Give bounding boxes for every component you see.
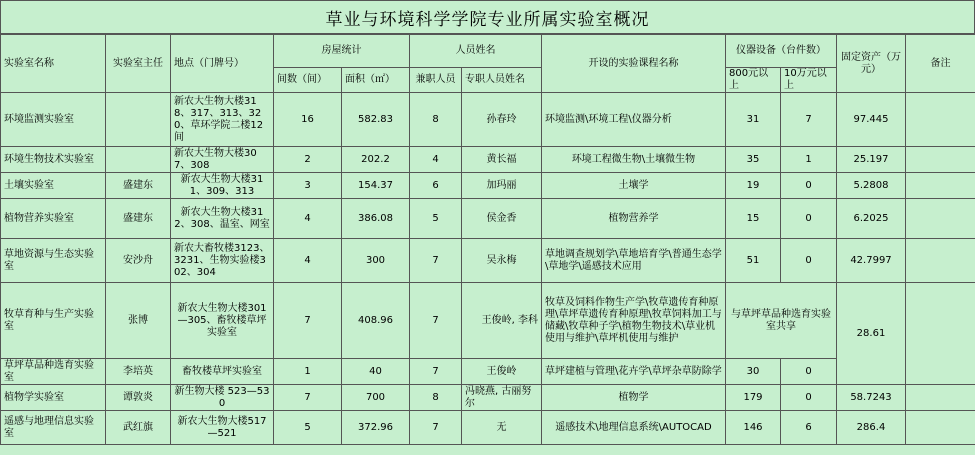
cell-over-100k[interactable]: 0 <box>781 173 837 199</box>
cell-lab-name[interactable]: 土壤实验室 <box>1 173 106 199</box>
cell-part-time[interactable]: 8 <box>410 93 462 147</box>
header-remarks: 备注 <box>906 35 975 93</box>
cell-location[interactable]: 畜牧楼草坪实验室 <box>171 359 274 385</box>
cell-remarks[interactable] <box>906 411 975 445</box>
cell-remarks[interactable] <box>906 199 975 239</box>
header-courses: 开设的实验课程名称 <box>542 35 726 93</box>
cell-assets[interactable]: 25.197 <box>837 147 906 173</box>
cell-remarks[interactable] <box>906 283 975 385</box>
cell-assets[interactable]: 6.2025 <box>837 199 906 239</box>
cell-part-time[interactable]: 7 <box>410 239 462 283</box>
cell-over-100k[interactable]: 6 <box>781 411 837 445</box>
cell-assets[interactable]: 58.7243 <box>837 385 906 411</box>
cell-part-time[interactable]: 5 <box>410 199 462 239</box>
cell-director[interactable]: 盛建东 <box>106 199 171 239</box>
cell-over-100k[interactable]: 1 <box>781 147 837 173</box>
cell-full-time[interactable]: 王俊岭, 李科 <box>462 283 542 359</box>
cell-lab-name[interactable]: 草坪草品种选育实验室 <box>1 359 106 385</box>
cell-over-800[interactable]: 35 <box>726 147 781 173</box>
cell-over-800[interactable]: 19 <box>726 173 781 199</box>
cell-part-time[interactable]: 6 <box>410 173 462 199</box>
cell-full-time[interactable]: 无 <box>462 411 542 445</box>
cell-courses[interactable]: 草地调查规划学\草地培育学\普通生态学\草地学\遥感技术应用 <box>542 239 726 283</box>
header-equipment: 仪器设备（台件数） <box>726 35 837 68</box>
cell-courses[interactable]: 植物学 <box>542 385 726 411</box>
cell-rooms[interactable]: 1 <box>274 359 342 385</box>
cell-full-time[interactable]: 黄长福 <box>462 147 542 173</box>
cell-over-100k[interactable]: 7 <box>781 93 837 147</box>
header-area: 面积（㎡） <box>342 68 410 93</box>
cell-rooms[interactable]: 5 <box>274 411 342 445</box>
cell-remarks[interactable] <box>906 385 975 411</box>
cell-area[interactable]: 202.2 <box>342 147 410 173</box>
cell-courses[interactable]: 环境监测\环境工程\仪器分析 <box>542 93 726 147</box>
cell-over-100k[interactable]: 0 <box>781 239 837 283</box>
cell-area[interactable]: 40 <box>342 359 410 385</box>
cell-rooms[interactable]: 7 <box>274 283 342 359</box>
cell-part-time[interactable]: 4 <box>410 147 462 173</box>
table-row <box>1 173 975 199</box>
cell-lab-name[interactable]: 环境生物技术实验室 <box>1 147 106 173</box>
cell-area[interactable]: 372.96 <box>342 411 410 445</box>
cell-location[interactable]: 新生物大楼 523—530 <box>171 385 274 411</box>
sheet-title: 草业与环境科学学院专业所属实验室概况 <box>0 0 975 34</box>
cell-assets[interactable]: 42.7997 <box>837 239 906 283</box>
cell-remarks[interactable] <box>906 93 975 147</box>
table-row <box>1 359 975 385</box>
cell-area[interactable]: 386.08 <box>342 199 410 239</box>
cell-lab-name[interactable]: 植物学实验室 <box>1 385 106 411</box>
cell-assets[interactable]: 97.445 <box>837 93 906 147</box>
cell-full-time[interactable]: 吴永梅 <box>462 239 542 283</box>
cell-director[interactable]: 谭敦炎 <box>106 385 171 411</box>
lab-table <box>0 34 975 445</box>
cell-remarks[interactable] <box>906 147 975 173</box>
cell-director[interactable]: 李培英 <box>106 359 171 385</box>
table-row <box>1 93 975 147</box>
cell-location[interactable]: 新农大生物大楼517—521 <box>171 411 274 445</box>
table-row <box>1 385 975 411</box>
cell-courses[interactable]: 植物营养学 <box>542 199 726 239</box>
cell-assets[interactable]: 5.2808 <box>837 173 906 199</box>
cell-courses[interactable]: 土壤学 <box>542 173 726 199</box>
cell-director[interactable]: 盛建东 <box>106 173 171 199</box>
cell-rooms[interactable]: 4 <box>274 199 342 239</box>
cell-courses[interactable]: 遥感技术\地理信息系统\AUTOCAD <box>542 411 726 445</box>
cell-area[interactable]: 582.83 <box>342 93 410 147</box>
cell-director[interactable]: 武红旗 <box>106 411 171 445</box>
cell-part-time[interactable]: 7 <box>410 411 462 445</box>
header-location: 地点（门牌号） <box>171 35 274 93</box>
cell-rooms[interactable]: 2 <box>274 147 342 173</box>
cell-over-800[interactable]: 31 <box>726 93 781 147</box>
cell-part-time[interactable]: 7 <box>410 283 462 359</box>
header-over-100k: 10万元以上 <box>781 68 837 93</box>
cell-location[interactable]: 新农大畜牧楼3123、3231、生物实验楼302、304 <box>171 239 274 283</box>
cell-area[interactable]: 700 <box>342 385 410 411</box>
cell-rooms[interactable]: 3 <box>274 173 342 199</box>
cell-over-800[interactable]: 146 <box>726 411 781 445</box>
header-fixed-assets: 固定资产（万元） <box>837 35 906 93</box>
cell-over-100k[interactable]: 0 <box>781 199 837 239</box>
cell-area[interactable]: 154.37 <box>342 173 410 199</box>
table-row <box>1 239 975 283</box>
cell-assets-shared[interactable]: 28.61 <box>837 283 906 385</box>
header-full-time: 专职人员姓名 <box>462 68 542 93</box>
cell-lab-name[interactable]: 牧草育种与生产实验室 <box>1 283 106 359</box>
header-personnel: 人员姓名 <box>410 35 542 68</box>
cell-remarks[interactable] <box>906 173 975 199</box>
cell-location[interactable]: 新农大生物大楼318、317、313、320、草环学院二楼12间 <box>171 93 274 147</box>
header-room-stats: 房屋统计 <box>274 35 410 68</box>
cell-over-100k[interactable]: 0 <box>781 385 837 411</box>
cell-over-100k[interactable]: 0 <box>781 359 837 385</box>
cell-location[interactable]: 新农大生物大楼311、309、313 <box>171 173 274 199</box>
cell-lab-name[interactable]: 遥感与地理信息实验室 <box>1 411 106 445</box>
cell-shared-note[interactable]: 与草坪草品种选育实验室共享 <box>726 283 837 359</box>
cell-director[interactable]: 安沙舟 <box>106 239 171 283</box>
cell-lab-name[interactable]: 环境监测实验室 <box>1 93 106 147</box>
cell-full-time[interactable]: 王俊岭 <box>462 359 542 385</box>
cell-director[interactable]: 张博 <box>106 283 171 359</box>
cell-location[interactable]: 新农大生物大楼312、308、温室、网室 <box>171 199 274 239</box>
table-row <box>1 147 975 173</box>
cell-over-800[interactable]: 179 <box>726 385 781 411</box>
cell-area[interactable]: 300 <box>342 239 410 283</box>
header-over-800: 800元以上 <box>726 68 781 93</box>
header-part-time: 兼职人员 <box>410 68 462 93</box>
cell-location[interactable]: 新农大生物大楼301—305、畜牧楼草坪实验室 <box>171 283 274 359</box>
cell-director[interactable] <box>106 93 171 147</box>
cell-over-800[interactable]: 30 <box>726 359 781 385</box>
cell-lab-name[interactable]: 植物营养实验室 <box>1 199 106 239</box>
cell-courses[interactable]: 环境工程微生物\土壤微生物 <box>542 147 726 173</box>
cell-full-time[interactable]: 冯晓燕, 古丽努尔 <box>462 385 542 411</box>
table-row <box>1 283 975 359</box>
table-row <box>1 199 975 239</box>
cell-assets[interactable]: 286.4 <box>837 411 906 445</box>
cell-full-time[interactable]: 孙春玲 <box>462 93 542 147</box>
header-director: 实验室主任 <box>106 35 171 93</box>
cell-part-time[interactable]: 7 <box>410 359 462 385</box>
cell-over-800[interactable]: 15 <box>726 199 781 239</box>
cell-location[interactable]: 新农大生物大楼307、308 <box>171 147 274 173</box>
cell-area[interactable]: 408.96 <box>342 283 410 359</box>
header-room-count: 间数（间） <box>274 68 342 93</box>
cell-part-time[interactable]: 8 <box>410 385 462 411</box>
cell-director[interactable] <box>106 147 171 173</box>
header-lab-name: 实验室名称 <box>1 35 106 93</box>
cell-full-time[interactable]: 加玛丽 <box>462 173 542 199</box>
cell-courses[interactable]: 草坪建植与管理\花卉学\草坪杂草防除学 <box>542 359 726 385</box>
cell-full-time[interactable]: 侯金香 <box>462 199 542 239</box>
cell-over-800[interactable]: 51 <box>726 239 781 283</box>
cell-lab-name[interactable]: 草地资源与生态实验室 <box>1 239 106 283</box>
cell-rooms[interactable]: 4 <box>274 239 342 283</box>
cell-courses[interactable]: 牧草及饲料作物生产学\牧草遗传育种原理\草坪草遗传育种原理\牧草饲料加工与储藏\牧草种子学\植物生物技术\草业机使用与维护\草坪机使用与维护 <box>542 283 726 359</box>
cell-rooms[interactable]: 7 <box>274 385 342 411</box>
table-row <box>1 411 975 445</box>
cell-rooms[interactable]: 16 <box>274 93 342 147</box>
cell-remarks[interactable] <box>906 239 975 283</box>
